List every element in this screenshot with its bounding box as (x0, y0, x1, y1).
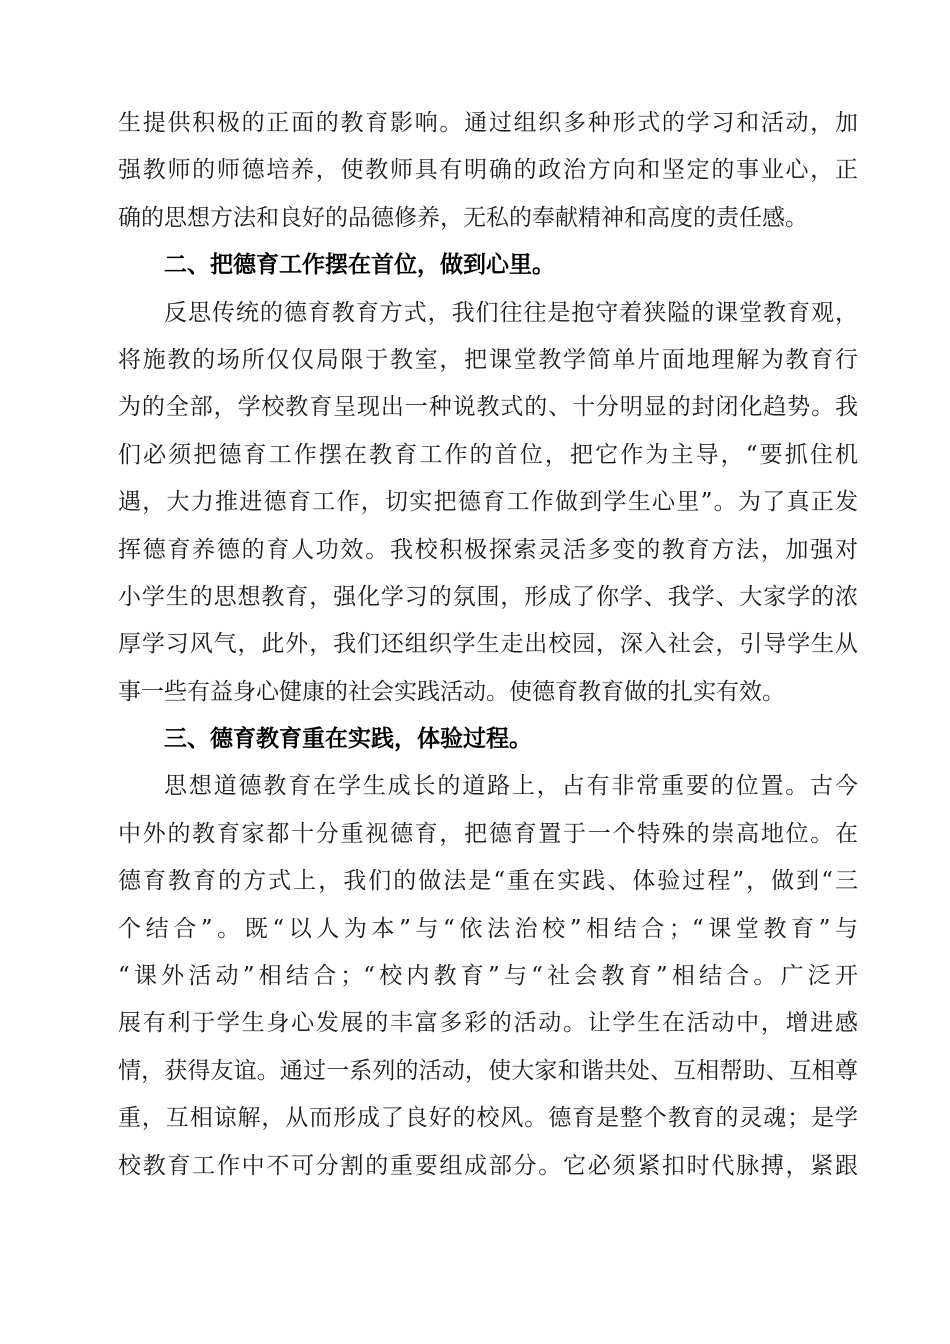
body-line: 校教育工作中不可分割的重要组成部分。它必须紧扣时代脉搏，紧跟 (118, 1152, 858, 1179)
body-line: 强教师的师德培养，使教师具有明确的政治方向和坚定的事业心，正 (118, 157, 858, 184)
body-line: 遇，大力推进德育工作，切实把德育工作做到学生心里”。为了真正发 (118, 489, 858, 516)
body-line: 厚学习风气，此外，我们还组织学生走出校园，深入社会，引导学生从 (118, 631, 858, 658)
body-line: 展有利于学生身心发展的丰富多彩的活动。让学生在活动中，增进感 (118, 1010, 858, 1037)
body-line: 德育教育的方式上，我们的做法是“重在实践、体验过程”，做到“三 (118, 868, 858, 895)
body-line: 确的思想方法和良好的品德修养，无私的奉献精神和高度的责任感。 (118, 204, 808, 231)
body-line: 情，获得友谊。通过一系列的活动，使大家和谐共处、互相帮助、互相尊 (118, 1057, 858, 1084)
body-line: 们必须把德育工作摆在教育工作的首位，把它作为主导，“要抓住机 (118, 441, 858, 468)
body-line: 为的全部，学校教育呈现出一种说教式的、十分明显的封闭化趋势。我 (118, 394, 858, 421)
body-line: 小学生的思想教育，强化学习的氛围，形成了你学、我学、大家学的浓 (118, 583, 858, 610)
section-heading: 二、把德育工作摆在首位，做到心里。 (164, 252, 555, 279)
body-line: 重，互相谅解，从而形成了良好的校风。德育是整个教育的灵魂；是学 (118, 1105, 858, 1132)
body-line: 中外的教育家都十分重视德育，把德育置于一个特殊的崇高地位。在 (118, 820, 858, 847)
body-line: 将施教的场所仅仅局限于教室，把课堂教学简单片面地理解为教育行 (118, 346, 858, 373)
body-line: 个结合”。既“以人为本”与“依法治校”相结合；“课堂教育”与 (118, 915, 858, 942)
body-line: 生提供积极的正面的教育影响。通过组织多种形式的学习和活动，加 (118, 110, 858, 136)
body-line: “课外活动”相结合；“校内教育”与“社会教育”相结合。广泛开 (118, 963, 858, 990)
section-heading: 三、德育教育重在实践，体验过程。 (164, 726, 532, 753)
document-body (118, 100, 858, 1190)
body-line: 反思传统的德育教育方式，我们往往是抱守着狭隘的课堂教育观， (164, 299, 858, 326)
body-line: 思想道德教育在学生成长的道路上，占有非常重要的位置。古今 (164, 773, 858, 800)
body-line: 挥德育养德的育人功效。我校积极探索灵活多变的教育方法，加强对 (118, 536, 858, 563)
body-line: 事一些有益身心健康的社会实践活动。使德育教育做的扎实有效。 (118, 678, 785, 705)
